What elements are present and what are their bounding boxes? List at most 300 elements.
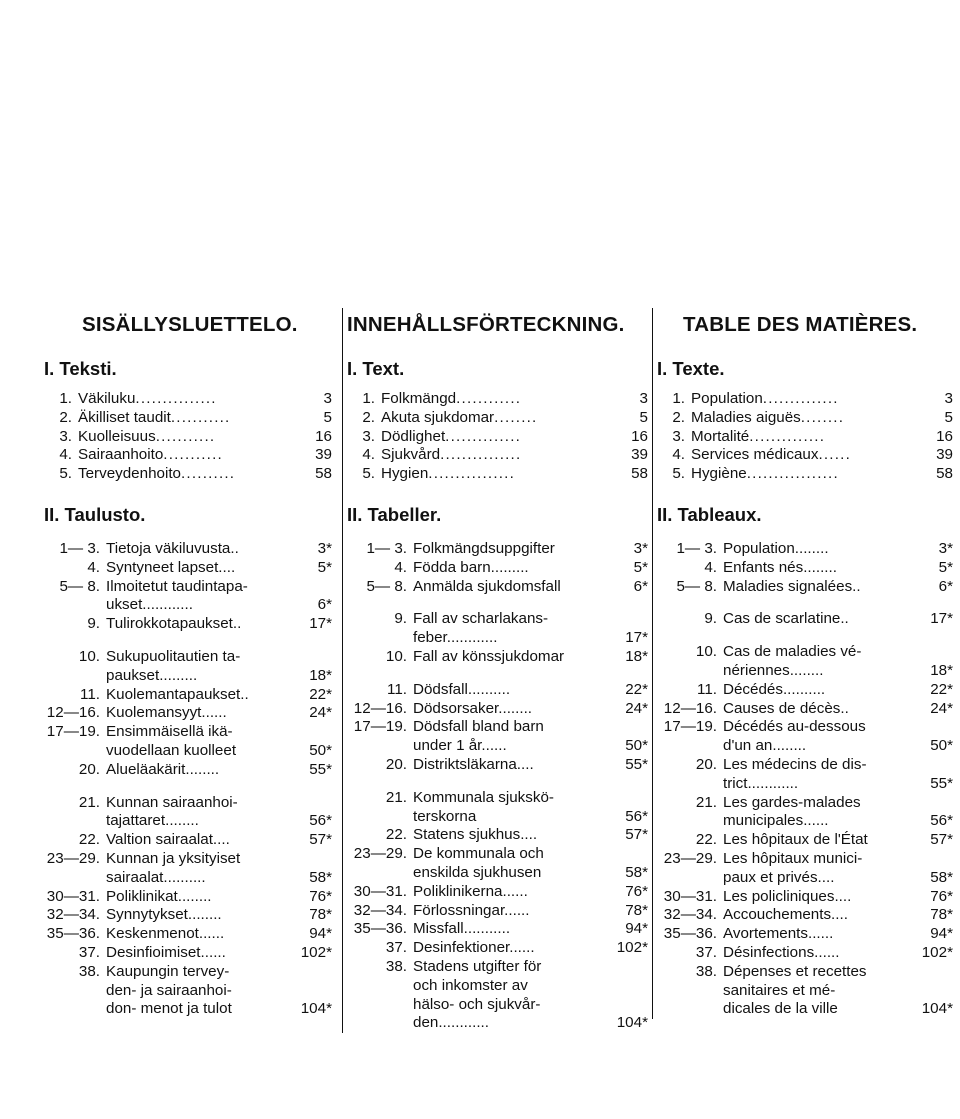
- page-number: 24*: [930, 699, 953, 717]
- entry-title: Les policliniques....: [723, 887, 852, 905]
- toc-row[interactable]: [347, 390, 648, 409]
- entry-label: Terveydenhoito: [78, 465, 182, 483]
- entry-title: ukset............: [106, 596, 193, 614]
- entry-number: 5.: [672, 465, 685, 483]
- toc-row[interactable]: [657, 718, 953, 737]
- leader-dots: .................: [746, 465, 839, 483]
- entry-title: Födda barn.........: [413, 558, 529, 576]
- page-number: 16: [936, 427, 953, 445]
- toc-row[interactable]: [44, 648, 332, 667]
- page-number: 6*: [317, 596, 332, 614]
- entry-title: Valtion sairaalat....: [106, 831, 230, 849]
- toc-row[interactable]: [44, 465, 332, 484]
- entry-title: Dödsorsaker........: [413, 699, 533, 717]
- page-number: 18*: [309, 666, 332, 684]
- entry-title: Poliklinikat........: [106, 887, 212, 905]
- entry-number: 23—29.: [353, 845, 407, 863]
- entry-title: Les gardes-malades: [723, 793, 861, 811]
- page-number: 24*: [309, 704, 332, 722]
- toc-row[interactable]: [44, 428, 332, 447]
- entry-title: [381, 465, 612, 484]
- entry-number: 37.: [78, 943, 100, 961]
- column-finnish: [40, 308, 332, 1019]
- entry-title: Kommunala sjukskö-: [413, 788, 554, 806]
- toc-row[interactable]: [347, 700, 648, 719]
- entry-title: d'un an........: [723, 737, 807, 755]
- section-heading-text: I. Teksti.: [44, 358, 117, 379]
- page-number: 3: [944, 390, 953, 407]
- toc-row[interactable]: [347, 409, 648, 428]
- toc-row[interactable]: [657, 906, 953, 925]
- entry-title: Dépenses et recettes: [723, 962, 867, 980]
- leader-dots: ................: [428, 465, 515, 483]
- toc-row-continuation: [44, 812, 332, 831]
- toc-row-continuation: [657, 812, 953, 831]
- page-number: 94*: [625, 920, 648, 938]
- toc-row-continuation: [347, 977, 648, 996]
- entry-title: vuodellaan kuolleet: [106, 741, 237, 759]
- leader-dots: ...............: [440, 446, 522, 464]
- page-number: 104*: [921, 1000, 953, 1018]
- entry-number: 4.: [672, 446, 685, 464]
- page-number: 3: [323, 390, 332, 407]
- page-number: 22*: [625, 680, 648, 698]
- toc-row[interactable]: [347, 559, 648, 578]
- entry-number: 12—16.: [663, 699, 717, 717]
- toc-row-continuation: [44, 982, 332, 1001]
- toc-row[interactable]: [44, 540, 332, 559]
- entry-title: [78, 465, 296, 484]
- leader-dots: ..............: [762, 390, 839, 407]
- page-number: 78*: [930, 906, 953, 924]
- entry-title: Kaupungin tervey-: [106, 962, 230, 980]
- toc-row[interactable]: [44, 794, 332, 813]
- section-heading-tables: II. Tableaux.: [657, 503, 762, 525]
- toc-row[interactable]: [44, 390, 332, 409]
- toc-row[interactable]: [347, 578, 648, 597]
- leader-dots: ...........: [170, 408, 231, 426]
- entry-number: 12—16.: [353, 699, 407, 717]
- entry-title: Enfants nés........: [723, 558, 837, 576]
- entry-label: Väkiluku: [78, 390, 136, 407]
- entry-title: [381, 390, 612, 409]
- toc-row[interactable]: [44, 831, 332, 850]
- page-number: 102*: [300, 943, 332, 961]
- entry-number: 1— 3.: [59, 539, 100, 557]
- toc-row[interactable]: [347, 446, 648, 465]
- entry-number: 21.: [385, 788, 407, 806]
- toc-row-continuation: [347, 629, 648, 648]
- table-contents-list: [44, 540, 332, 1019]
- toc-row[interactable]: [44, 615, 332, 634]
- entry-title: don- menot ja tulot: [106, 1000, 232, 1018]
- toc-row-continuation: [347, 808, 648, 827]
- entry-number: 2.: [672, 408, 685, 426]
- page-number: 16: [631, 427, 648, 445]
- entry-title: Population........: [723, 539, 829, 557]
- page-number: 56*: [309, 812, 332, 830]
- column-french: [652, 308, 953, 1019]
- entry-title: Maladies signalées..: [723, 577, 861, 595]
- toc-row-continuation: [44, 869, 332, 888]
- entry-title: [691, 428, 917, 447]
- leader-dots: ........: [494, 408, 538, 426]
- toc-row[interactable]: [44, 446, 332, 465]
- entry-title: Décédés au-dessous: [723, 718, 866, 736]
- entry-title: nériennes........: [723, 661, 824, 679]
- page-number: 5*: [317, 558, 332, 576]
- page-number: 5: [639, 408, 648, 426]
- toc-row[interactable]: [657, 944, 953, 963]
- entry-number: 3.: [59, 427, 72, 445]
- entry-title: dicales de la ville: [723, 1000, 838, 1018]
- toc-row[interactable]: [657, 925, 953, 944]
- entry-number: 5— 8.: [676, 577, 717, 595]
- entry-number: 4.: [87, 558, 100, 576]
- toc-row[interactable]: [44, 723, 332, 742]
- page-number: 18*: [625, 647, 648, 665]
- entry-number: 2.: [59, 408, 72, 426]
- toc-row[interactable]: [347, 718, 648, 737]
- entry-label: Services médicaux: [691, 446, 819, 464]
- toc-row[interactable]: [347, 610, 648, 629]
- section-heading-tables: II. Taulusto.: [44, 503, 146, 525]
- entry-number: 4.: [362, 446, 375, 464]
- leader-dots: ..............: [749, 427, 826, 445]
- entry-number: 38.: [695, 962, 717, 980]
- entry-title: Folkmängdsuppgifter: [413, 539, 555, 557]
- toc-row[interactable]: [657, 610, 953, 629]
- toc-row[interactable]: [657, 578, 953, 597]
- column-title: SISÄLLYSLUETTELO.: [82, 313, 298, 336]
- toc-row[interactable]: [347, 958, 648, 977]
- entry-title: Kunnan ja yksityiset: [106, 849, 241, 867]
- page-number: 58*: [309, 868, 332, 886]
- entry-number: 10.: [385, 647, 407, 665]
- entry-title: De kommunala och: [413, 845, 544, 863]
- page-number: 78*: [625, 901, 648, 919]
- entry-title: Kuolemansyyt......: [106, 704, 227, 722]
- entry-label: Akuta sjukdomar: [381, 408, 495, 426]
- toc-row-continuation: [347, 864, 648, 883]
- toc-row[interactable]: [657, 888, 953, 907]
- toc-row-continuation: [347, 737, 648, 756]
- entry-number: 21.: [78, 793, 100, 811]
- toc-row[interactable]: [347, 540, 648, 559]
- page-number: 104*: [616, 1014, 648, 1032]
- entry-label: Hygiène: [691, 465, 747, 483]
- page-number: 102*: [921, 943, 953, 961]
- entry-number: 9.: [394, 610, 407, 628]
- entry-title: den............: [413, 1014, 489, 1032]
- entry-number: 1.: [672, 390, 685, 407]
- toc-row[interactable]: [347, 920, 648, 939]
- toc-row[interactable]: [657, 390, 953, 409]
- toc-row[interactable]: [44, 761, 332, 780]
- section-heading-text: I. Texte.: [657, 358, 725, 379]
- page-number: 76*: [930, 887, 953, 905]
- text-contents-list: [657, 390, 953, 484]
- entry-number: 35—36.: [46, 925, 100, 943]
- entry-title: Désinfections......: [723, 943, 840, 961]
- toc-row[interactable]: [347, 681, 648, 700]
- toc-row-continuation: [657, 662, 953, 681]
- page-number: 55*: [625, 755, 648, 773]
- toc-row-continuation: [44, 667, 332, 686]
- toc-row[interactable]: [347, 789, 648, 808]
- toc-row[interactable]: [44, 559, 332, 578]
- entry-title: sanitaires et mé-: [723, 981, 836, 999]
- page-number: 5: [323, 408, 332, 426]
- entry-title: Décédés..........: [723, 680, 826, 698]
- entry-number: 1— 3.: [676, 539, 717, 557]
- page-number: 22*: [930, 680, 953, 698]
- entry-title: sairaalat..........: [106, 868, 206, 886]
- page-number: 5: [944, 408, 953, 426]
- entry-number: 20.: [385, 755, 407, 773]
- entry-title: Tietoja väkiluvusta..: [106, 539, 239, 557]
- entry-title: tajattaret........: [106, 812, 199, 830]
- toc-row[interactable]: [347, 648, 648, 667]
- toc-row[interactable]: [347, 826, 648, 845]
- entry-label: Maladies aiguës: [691, 408, 801, 426]
- entry-number: 22.: [695, 831, 717, 849]
- page-number: 39: [936, 446, 953, 464]
- toc-row[interactable]: [44, 850, 332, 869]
- entry-label: Dödlighet: [381, 427, 446, 445]
- entry-number: 3.: [672, 427, 685, 445]
- page-number: 17*: [309, 615, 332, 633]
- entry-number: 5— 8.: [59, 577, 100, 595]
- entry-title: paukset.........: [106, 666, 198, 684]
- entry-title: Dödsfall bland barn: [413, 718, 544, 736]
- toc-row[interactable]: [657, 700, 953, 719]
- column-content: [40, 308, 332, 1019]
- entry-title: [78, 409, 296, 428]
- entry-number: 1— 3.: [366, 539, 407, 557]
- entry-number: 30—31.: [663, 887, 717, 905]
- page-number: 24*: [625, 699, 648, 717]
- page-number: 56*: [930, 812, 953, 830]
- entry-label: Kuolleisuus: [78, 427, 156, 445]
- page-number: 58: [315, 465, 332, 483]
- toc-row[interactable]: [347, 465, 648, 484]
- toc-row[interactable]: [44, 409, 332, 428]
- entry-number: 1.: [362, 390, 375, 407]
- toc-row[interactable]: [44, 963, 332, 982]
- entry-number: 11.: [80, 685, 100, 703]
- entry-number: 38.: [385, 957, 407, 975]
- entry-number: 4.: [59, 446, 72, 464]
- toc-row[interactable]: [44, 925, 332, 944]
- page-number: 5*: [633, 558, 648, 576]
- entry-title: Kunnan sairaanhoi-: [106, 793, 238, 811]
- entry-number: 35—36.: [663, 925, 717, 943]
- toc-row-continuation: [657, 1000, 953, 1019]
- page-number: 3*: [633, 539, 648, 557]
- page-number: 16: [315, 427, 332, 445]
- entry-label: Sairaanhoito: [78, 446, 164, 464]
- entry-label: Hygien: [381, 465, 429, 483]
- toc-row[interactable]: [657, 409, 953, 428]
- entry-number: 32—34.: [46, 906, 100, 924]
- leader-dots: ..............: [445, 427, 522, 445]
- toc-row-continuation: [44, 742, 332, 761]
- entry-title: Stadens utgifter för: [413, 957, 542, 975]
- toc-row[interactable]: [657, 643, 953, 662]
- column-content: [653, 308, 953, 1019]
- column-title: TABLE DES MATIÈRES.: [683, 313, 918, 336]
- toc-row-continuation: [347, 996, 648, 1015]
- entry-title: Distriktsläkarna....: [413, 755, 534, 773]
- entry-title: terskorna: [413, 807, 477, 825]
- toc-row[interactable]: [657, 850, 953, 869]
- toc-row[interactable]: [657, 794, 953, 813]
- entry-title: [78, 428, 296, 447]
- leader-dots: ............: [456, 390, 522, 407]
- page-number: 39: [315, 446, 332, 464]
- page-number: 17*: [930, 610, 953, 628]
- page-number: 78*: [309, 906, 332, 924]
- table-contents-list: [347, 540, 648, 1033]
- entry-label: Äkilliset taudit: [78, 408, 171, 426]
- entry-title: Missfall...........: [413, 920, 511, 938]
- toc-row[interactable]: [44, 578, 332, 597]
- page-number: 3*: [317, 539, 332, 557]
- page-number: 55*: [309, 760, 332, 778]
- entry-title: [381, 428, 612, 447]
- entry-number: 30—31.: [46, 887, 100, 905]
- toc-row[interactable]: [657, 446, 953, 465]
- entry-title: och inkomster av: [413, 976, 528, 994]
- entry-number: 17—19.: [46, 723, 100, 741]
- toc-row[interactable]: [657, 681, 953, 700]
- entry-title: den- ja sairaanhoi-: [106, 981, 232, 999]
- entry-title: paux et privés....: [723, 868, 835, 886]
- entry-number: 10.: [695, 643, 717, 661]
- entry-number: 4.: [394, 558, 407, 576]
- toc-row[interactable]: [657, 831, 953, 850]
- toc-row-continuation: [657, 775, 953, 794]
- toc-row-continuation: [657, 869, 953, 888]
- toc-row[interactable]: [347, 883, 648, 902]
- entry-title: Les hôpitaux munici-: [723, 849, 863, 867]
- entry-title: Syntyneet lapset....: [106, 558, 236, 576]
- entry-number: 17—19.: [663, 718, 717, 736]
- entry-title: Ensimmäisellä ikä-: [106, 723, 233, 741]
- page-number: 5*: [938, 558, 953, 576]
- entry-title: [691, 390, 917, 409]
- toc-row[interactable]: [657, 756, 953, 775]
- entry-label: Mortalité: [691, 427, 750, 445]
- toc-row-continuation: [44, 1000, 332, 1019]
- entry-label: Folkmängd: [381, 390, 457, 407]
- entry-number: 5.: [59, 465, 72, 483]
- entry-title: [381, 409, 612, 428]
- entry-number: 37.: [385, 939, 407, 957]
- entry-title: [381, 446, 612, 465]
- entry-label: Population: [691, 390, 763, 407]
- toc-row[interactable]: [347, 902, 648, 921]
- page-number: 22*: [309, 685, 332, 703]
- toc-row[interactable]: [44, 944, 332, 963]
- page-number: 104*: [300, 1000, 332, 1018]
- toc-row-continuation: [657, 982, 953, 1001]
- entry-title: Ilmoitetut taudintapa-: [106, 577, 248, 595]
- toc-row[interactable]: [657, 963, 953, 982]
- toc-row[interactable]: [44, 686, 332, 705]
- page-number: 6*: [633, 577, 648, 595]
- toc-row[interactable]: [657, 465, 953, 484]
- entry-number: 37.: [695, 943, 717, 961]
- toc-row-continuation: [347, 1014, 648, 1033]
- toc-row[interactable]: [347, 756, 648, 775]
- toc-row[interactable]: [44, 704, 332, 723]
- entry-title: Fall av scharlakans-: [413, 610, 549, 628]
- entry-number: 9.: [704, 610, 717, 628]
- entry-number: 5— 8.: [366, 577, 407, 595]
- entry-title: Alueläakärit........: [106, 760, 220, 778]
- page-number: 17*: [625, 629, 648, 647]
- entry-title: Dödsfall..........: [413, 680, 511, 698]
- entry-title: enskilda sjukhusen: [413, 863, 542, 881]
- entry-title: Les médecins de dis-: [723, 755, 867, 773]
- entry-title: Sukupuolitautien ta-: [106, 647, 241, 665]
- page-number: 57*: [930, 831, 953, 849]
- section-heading-text: I. Text.: [347, 358, 405, 379]
- entry-title: [691, 409, 917, 428]
- toc-row[interactable]: [347, 845, 648, 864]
- leader-dots: ......: [818, 446, 851, 464]
- page-number: 58: [936, 465, 953, 483]
- page-number: 50*: [930, 737, 953, 755]
- entry-number: 3.: [362, 427, 375, 445]
- toc-row[interactable]: [44, 906, 332, 925]
- entry-number: 22.: [78, 831, 100, 849]
- page-number: 58*: [625, 863, 648, 881]
- page-number: 57*: [625, 826, 648, 844]
- page-number: 94*: [930, 925, 953, 943]
- entry-number: 21.: [695, 793, 717, 811]
- toc-row[interactable]: [657, 428, 953, 447]
- toc-row[interactable]: [347, 428, 648, 447]
- entry-number: 32—34.: [663, 906, 717, 924]
- entry-number: 20.: [78, 760, 100, 778]
- page-number: 57*: [309, 831, 332, 849]
- leader-dots: ...........: [155, 427, 216, 445]
- toc-row[interactable]: [657, 540, 953, 559]
- entry-number: 2.: [362, 408, 375, 426]
- entry-title: Desinfioimiset......: [106, 943, 226, 961]
- toc-row[interactable]: [44, 888, 332, 907]
- leader-dots: ..........: [181, 465, 236, 483]
- toc-row[interactable]: [657, 559, 953, 578]
- entry-number: 32—34.: [353, 901, 407, 919]
- toc-row[interactable]: [347, 939, 648, 958]
- page-number: 58*: [930, 868, 953, 886]
- page-number: 39: [631, 446, 648, 464]
- entry-title: Förlossningar......: [413, 901, 530, 919]
- entry-number: 11.: [387, 680, 407, 698]
- column-title: INNEHÅLLSFÖRTECKNING.: [347, 313, 625, 336]
- toc-row-continuation: [44, 596, 332, 615]
- entry-number: 20.: [695, 755, 717, 773]
- page-number: 6*: [938, 577, 953, 595]
- entry-number: 4.: [704, 558, 717, 576]
- entry-title: municipales......: [723, 812, 829, 830]
- entry-title: under 1 år......: [413, 737, 507, 755]
- entry-number: 11.: [697, 680, 717, 698]
